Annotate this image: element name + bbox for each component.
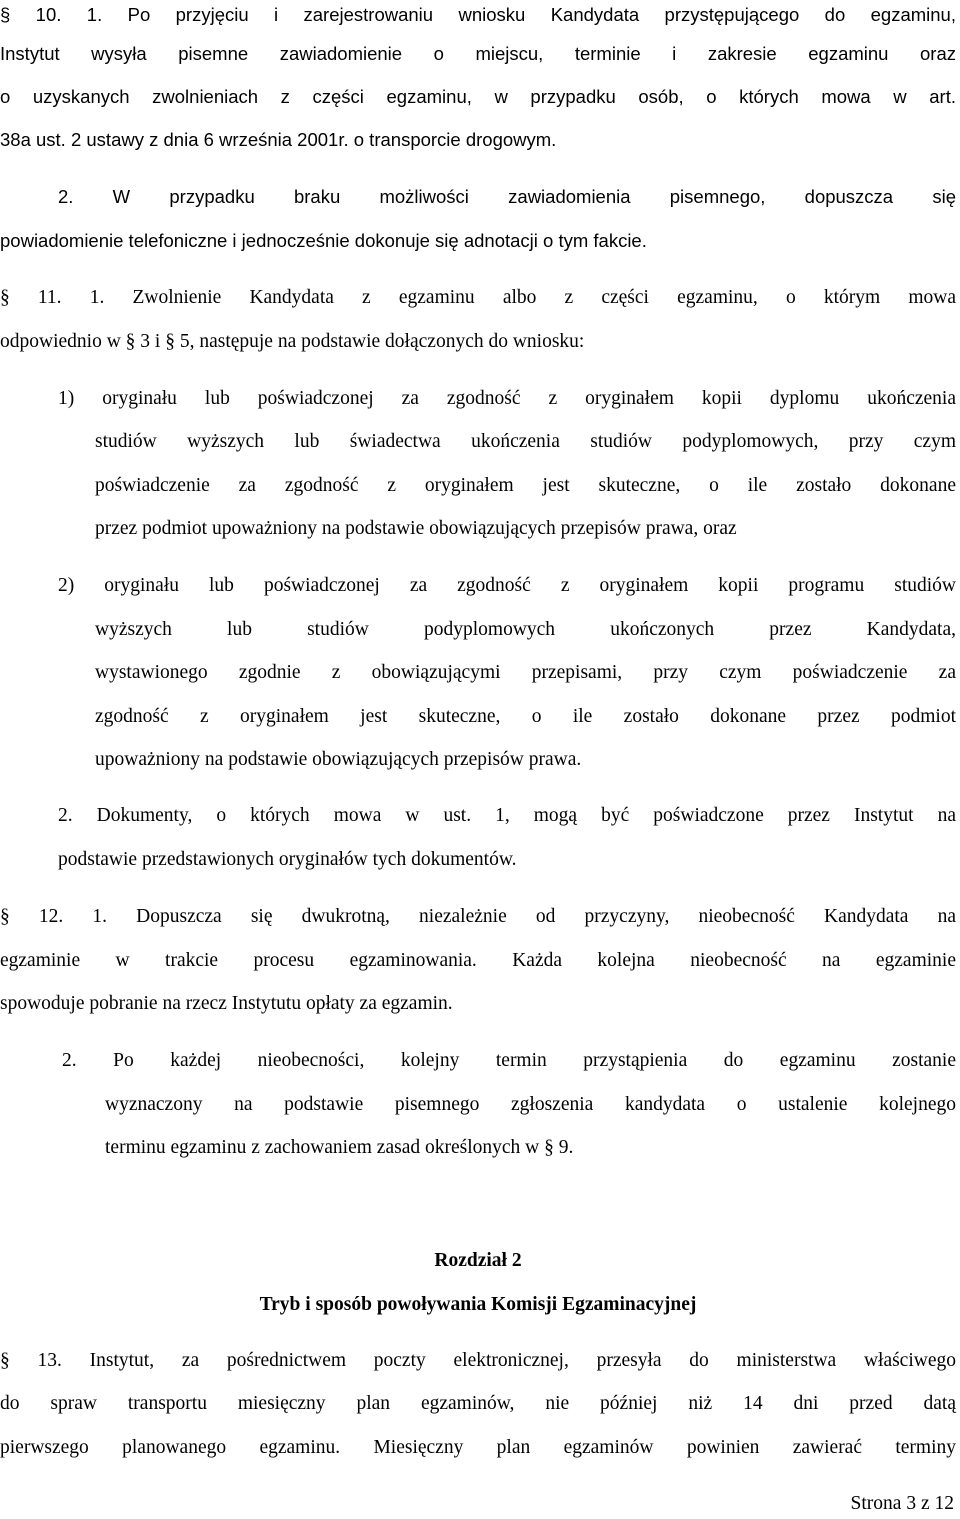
list-item-1-line-2: studiów wyższych lub świadectwa ukończenia studiów podyplomowych, przy czym [95, 431, 956, 452]
paragraph-12-2-line-2: wyznaczony na podstawie pisemnego zgłoszenia kandydata o ustalenie kolejnego [105, 1094, 956, 1115]
list-item-2-line-4: zgodność z oryginałem jest skuteczne, o ile zostało dokonane przez podmiot [95, 706, 956, 727]
paragraph-10-1-line-4: 38a ust. 2 ustawy z dnia 6 września 2001r. o transporcie drogowym. [0, 129, 557, 150]
paragraph-12-2-line-1: 2. Po każdej nieobecności, kolejny termin przystąpienia do egzaminu zostanie [62, 1050, 956, 1071]
paragraph-12-1-line-1: § 12. 1. Dopuszcza się dwukrotną, niezależnie od przyczyny, nieobecność Kandydata na [0, 906, 956, 927]
paragraph-10-1-line-1: § 10. 1. Po przyjęciu i zarejestrowaniu wniosku Kandydata przystępującego do egzaminu, [0, 4, 956, 25]
paragraph-11-2-line-1: 2. Dokumenty, o których mowa w ust. 1, mogą być poświadczone przez Instytut na [58, 805, 956, 826]
paragraph-10-1-line-2: Instytut wysyła pisemne zawiadomienie o miejscu, terminie i zakresie egzaminu oraz [0, 43, 956, 64]
paragraph-11-1-line-2: odpowiednio w § 3 i § 5, następuje na podstawie dołączonych do wniosku: [0, 331, 585, 352]
list-item-1-line-4: przez podmiot upoważniony na podstawie obowiązujących przepisów prawa, oraz [95, 518, 737, 539]
paragraph-12-2-line-3: terminu egzaminu z zachowaniem zasad określonych w § 9. [105, 1137, 574, 1158]
paragraph-10-2-line-1: 2. W przypadku braku możliwości zawiadomienia pisemnego, dopuszcza się [58, 186, 956, 207]
list-item-2-line-2: wyższych lub studiów podyplomowych ukończonych przez Kandydata, [95, 619, 956, 640]
paragraph-10-2-line-2: powiadomienie telefoniczne i jednocześnie dokonuje się adnotacji o tym fakcie. [0, 230, 647, 251]
paragraph-10-1-line-3: o uzyskanych zwolnieniach z części egzaminu, w przypadku osób, o których mowa w art. [0, 86, 956, 107]
list-item-1-line-3: poświadczenie za zgodność z oryginałem jest skuteczne, o ile zostało dokonane [95, 475, 956, 496]
list-item-1-line-1: 1) oryginału lub poświadczonej za zgodność z oryginałem kopii dyplomu ukończenia [58, 388, 956, 409]
list-item-2-line-3: wystawionego zgodnie z obowiązującymi przepisami, przy czym poświadczenie za [95, 662, 956, 683]
chapter-heading: Rozdział 2 [434, 1250, 522, 1271]
list-item-2-line-1: 2) oryginału lub poświadczonej za zgodność z oryginałem kopii programu studiów [58, 575, 956, 596]
paragraph-11-2-line-2: podstawie przedstawionych oryginałów tych dokumentów. [58, 849, 517, 870]
page-number-footer: Strona 3 z 12 [850, 1493, 954, 1514]
list-item-2-line-5: upoważniony na podstawie obowiązujących przepisów prawa. [95, 749, 582, 770]
paragraph-12-1-line-3: spowoduje pobranie na rzecz Instytutu opłaty za egzamin. [0, 993, 453, 1014]
paragraph-12-1-line-2: egzaminie w trakcie procesu egzaminowania. Każda kolejna nieobecność na egzaminie [0, 950, 956, 971]
paragraph-11-1-line-1: § 11. 1. Zwolnienie Kandydata z egzaminu albo z części egzaminu, o którym mowa [0, 287, 956, 308]
chapter-title: Tryb i sposób powoływania Komisji Egzaminacyjnej [259, 1294, 697, 1315]
paragraph-13-line-3: pierwszego planowanego egzaminu. Miesięczny plan egzaminów powinien zawierać terminy [0, 1437, 956, 1458]
paragraph-13-line-2: do spraw transportu miesięczny plan egzaminów, nie później niż 14 dni przed datą [0, 1393, 956, 1414]
paragraph-13-line-1: § 13. Instytut, za pośrednictwem poczty elektronicznej, przesyła do ministerstwa właściwego [0, 1350, 956, 1371]
